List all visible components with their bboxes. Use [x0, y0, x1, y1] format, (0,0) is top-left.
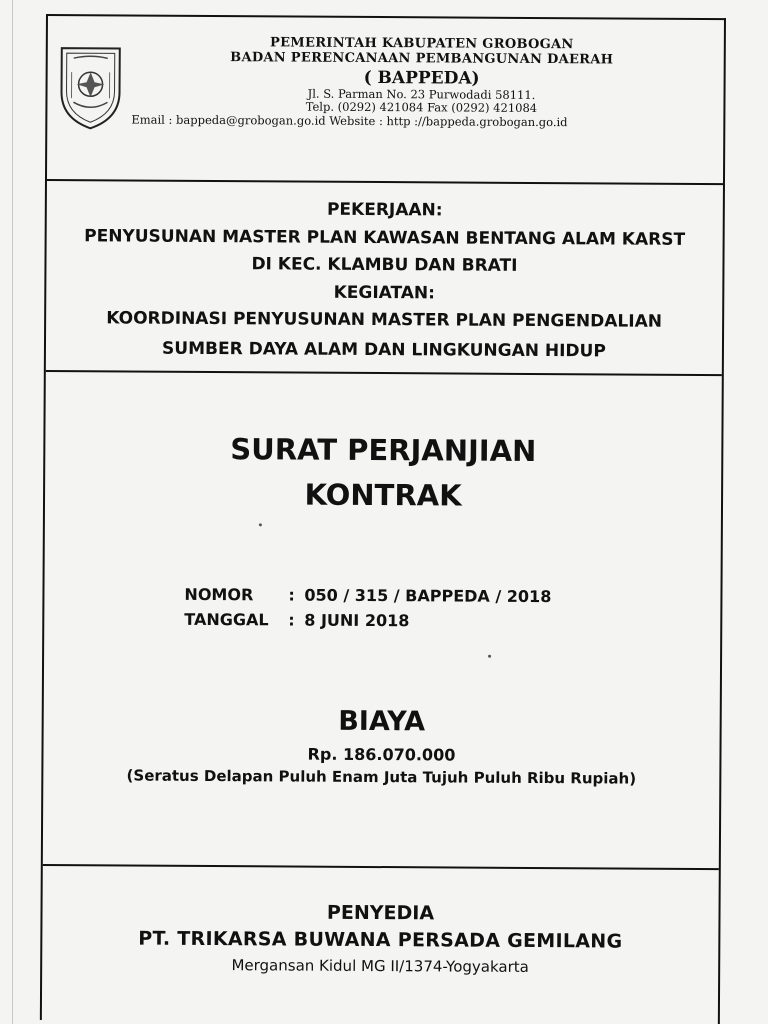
document-title	[45, 426, 722, 520]
document-meta	[184, 583, 551, 635]
agency-phone: Telp. (0292) 421084 Fax (0292) 421084	[305, 99, 538, 116]
agency-address: Jl. S. Parman No. 23 Purwodadi 58111.	[307, 86, 536, 102]
agency-contact: Email : bappeda@grobogan.go.id Website : http ://bappeda.grobogan.go.id	[131, 112, 568, 130]
tanggal-label: TANGGAL	[184, 609, 269, 630]
provider-label: PENYEDIA	[326, 901, 435, 925]
government-name: PEMERINTAH KABUPATEN GROBOGAN	[270, 35, 574, 53]
tanggal-value: 8 JUNI 2018	[304, 610, 410, 631]
separator: :	[288, 610, 295, 630]
scan-speck	[259, 523, 262, 526]
activity-line2: SUMBER DAYA ALAM DAN LINGKUNGAN HIDUP	[162, 338, 606, 362]
activity-line1: KOORDINASI PENYUSUNAN MASTER PLAN PENGENDALIAN	[106, 308, 663, 332]
title-line2: KONTRAK	[304, 477, 462, 513]
grobogan-emblem-icon	[53, 42, 128, 130]
cost-title: BIAYA	[338, 705, 426, 738]
scan-speck	[488, 655, 491, 658]
title-line1: SURAT PERJANJIAN	[230, 432, 537, 469]
cover-frame	[40, 14, 726, 1024]
tanggal-row	[184, 608, 551, 635]
nomor-row	[184, 583, 551, 610]
agency-acronym: ( BAPPEDA)	[363, 67, 480, 89]
page-edge	[12, 0, 13, 1024]
activity-label: KEGIATAN:	[333, 282, 436, 304]
cost-amount: Rp. 186.070.000	[307, 744, 456, 765]
job-section	[46, 182, 723, 372]
letterhead	[47, 16, 724, 183]
job-label: PEKERJAAN:	[326, 199, 443, 221]
agency-name: BADAN PERENCANAAN PEMBANGUNAN DAERAH	[230, 50, 614, 68]
provider-section	[42, 900, 718, 977]
cost-section	[43, 704, 719, 788]
nomor-label: NOMOR	[184, 584, 254, 605]
nomor-value: 050 / 315 / BAPPEDA / 2018	[304, 585, 552, 607]
divider	[43, 864, 719, 870]
cost-in-words: (Seratus Delapan Puluh Enam Juta Tujuh Puluh Ribu Rupiah)	[126, 766, 637, 788]
provider-address: Mergansan Kidul MG II/1374-Yogyakarta	[231, 956, 529, 976]
provider-company: PT. TRIKARSA BUWANA PERSADA GEMILANG	[138, 927, 623, 953]
job-name-line2: DI KEC. KLAMBU DAN BRATI	[251, 254, 518, 276]
job-name-line1: PENYUSUNAN MASTER PLAN KAWASAN BENTANG ALAM KARST	[84, 226, 686, 251]
separator: :	[288, 585, 295, 605]
